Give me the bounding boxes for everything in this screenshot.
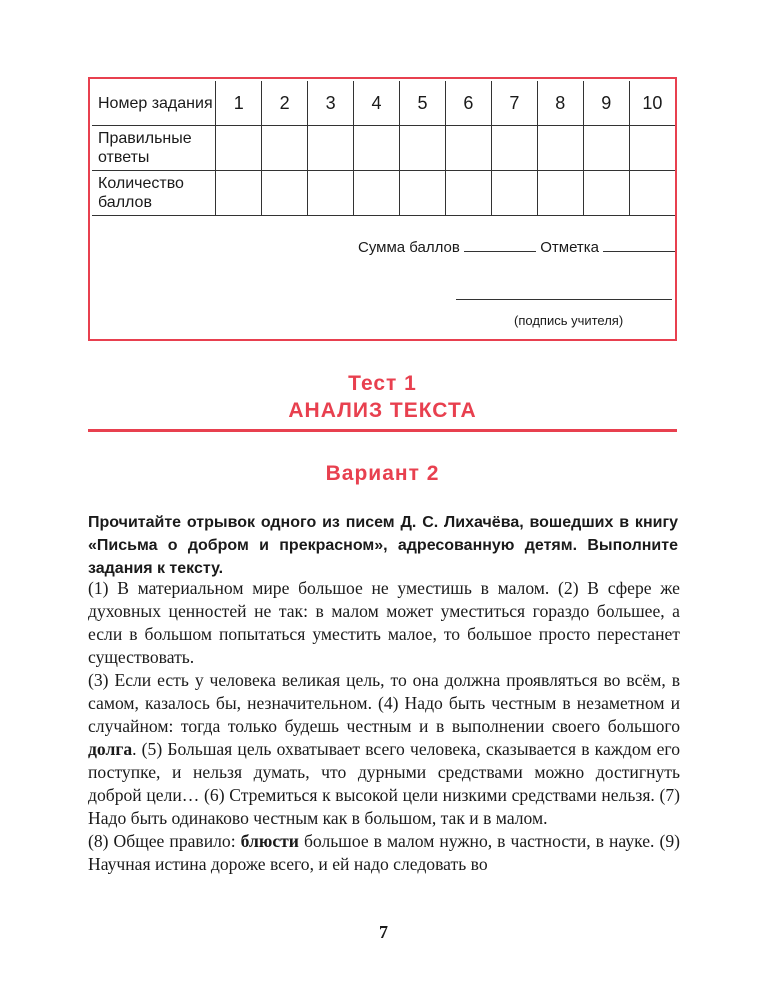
row-label: Количество баллов [92,171,216,216]
sum-line [358,239,675,256]
task-number-cell: 9 [583,81,629,126]
sum-blank[interactable] [464,239,536,252]
test-subtitle: АНАЛИЗ ТЕКСТА [288,399,477,422]
variant-title: Вариант 2 [325,462,440,485]
answer-cell[interactable] [537,171,583,216]
answer-cell[interactable] [445,171,491,216]
answer-cell[interactable] [354,126,400,171]
answer-cell[interactable] [629,171,675,216]
answer-cell[interactable] [537,126,583,171]
row-label: Номер задания [92,81,216,126]
passage-paragraph [88,669,680,830]
answer-cell[interactable] [262,171,308,216]
task-number-cell: 10 [629,81,675,126]
instructions: Прочитайте отрывок одного из писем Д. С. Лихачёва, вошедших в книгу «Письма о добром и прекрасном», адресованную детям. Выполните задания к тексту. [88,514,678,577]
task-number-cell: 3 [308,81,354,126]
answer-cell[interactable] [308,126,354,171]
answer-cell[interactable] [400,171,446,216]
answer-cell[interactable] [308,171,354,216]
task-number-cell: 6 [445,81,491,126]
answer-cell[interactable] [400,126,446,171]
score-table-row [92,171,675,216]
answer-cell[interactable] [216,171,262,216]
answer-cell[interactable] [262,126,308,171]
answer-cell[interactable] [491,126,537,171]
task-number-cell: 2 [262,81,308,126]
task-number-cell: 1 [216,81,262,126]
text-span: (1) В материальном мире большое не уместишь в малом. (2) В сфере же духовных ценностей не так: в малом может уместиться гораздо большее, а если в большом попытаться уместить малое, то большое просто перестанет существовать. [88,578,680,667]
test-title: Тест 1 [348,372,417,395]
sum-label: Сумма баллов [358,239,460,256]
divider [88,429,677,432]
task-number-cell: 8 [537,81,583,126]
signature-caption: (подпись учителя) [514,313,624,328]
answer-cell[interactable] [629,126,675,171]
signature-line[interactable] [456,299,672,300]
grade-blank[interactable] [603,239,675,252]
task-number-cell: 7 [491,81,537,126]
bold-word: долга [88,739,133,759]
text-span: . (5) Большая цель охватывает всего человека, сказывается в каждом его поступке, и нельзя думать, что дурными средствами можно достигнуть доброй цели… (6) Стремиться к высокой цели низкими средствами нельзя. (7) Надо быть одинаково честным как в большом, так и в малом. [88,739,680,828]
score-box [88,77,677,341]
task-number-cell: 4 [354,81,400,126]
answer-cell[interactable] [354,171,400,216]
text-span: (8) Общее правило: [88,831,241,851]
answer-cell[interactable] [445,126,491,171]
answer-cell[interactable] [583,126,629,171]
answer-cell[interactable] [216,126,262,171]
score-table-row [92,81,675,126]
task-number-cell: 5 [400,81,446,126]
grade-label: Отметка [540,239,600,256]
text-span: большое в малом нужно, в частности, в науке. (9) Научная истина дороже всего, и ей надо следовать во [88,831,680,874]
text-span: (3) Если есть у человека великая цель, то она должна проявляться во всём, в самом, казалось бы, незначительном. (4) Надо быть честным в незаметном и случайном: тогда только будешь честным и в выполнении своего большого [88,670,680,736]
row-label: Правильные ответы [92,126,216,171]
passage-paragraph [88,577,680,669]
score-table [92,81,675,216]
passage-paragraph [88,830,680,876]
answer-cell[interactable] [583,171,629,216]
page-number: 7 [379,922,388,942]
score-table-row [92,126,675,171]
passage-text [88,577,680,876]
answer-cell[interactable] [491,171,537,216]
bold-word: блюсти [240,831,299,851]
